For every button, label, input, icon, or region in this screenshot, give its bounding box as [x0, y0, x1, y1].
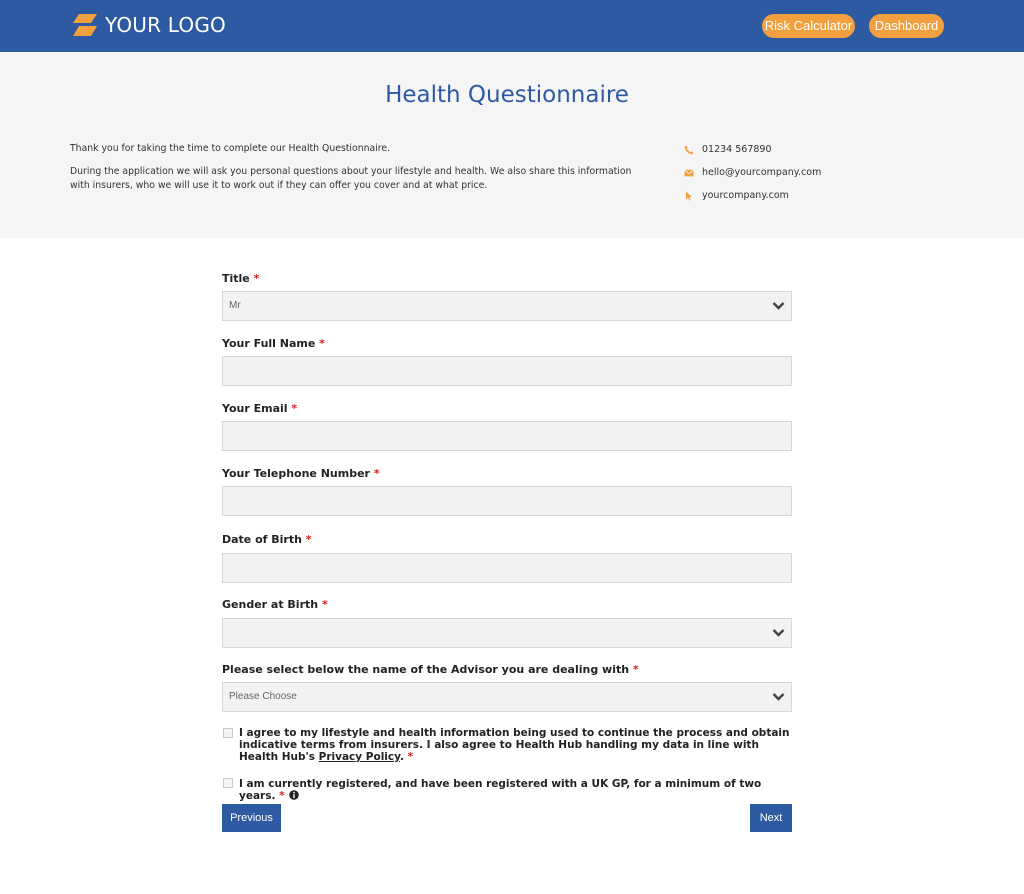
email-label: Your Email * — [222, 402, 298, 415]
full-name-label: Your Full Name * — [222, 337, 325, 350]
advisor-select[interactable] — [222, 682, 792, 712]
envelope-icon — [684, 168, 694, 178]
logo-mark-icon — [70, 12, 100, 38]
dob-label: Date of Birth * — [222, 533, 312, 546]
gender-select[interactable] — [222, 618, 792, 648]
dob-input[interactable] — [222, 553, 792, 583]
privacy-policy-link[interactable]: Privacy Policy — [318, 751, 400, 763]
chevron-down-icon — [772, 301, 785, 311]
contact-website — [684, 190, 789, 201]
logo[interactable] — [70, 12, 226, 38]
next-button[interactable]: Next — [750, 804, 792, 832]
contact-email — [684, 167, 821, 178]
intro-paragraph-1: Thank you for taking the time to complete our Health Questionnaire. — [70, 143, 391, 154]
gender-label: Gender at Birth * — [222, 598, 328, 611]
top-navbar — [0, 0, 1024, 52]
advisor-select-value: Please Choose — [229, 691, 297, 702]
website-link[interactable]: yourcompany.com — [702, 190, 789, 201]
gp-text: I am currently registered, and have been registered with a UK GP, for a minimum of two years. * — [239, 778, 762, 802]
page-title: Health Questionnaire — [385, 82, 629, 108]
intro-section — [0, 52, 1024, 238]
contact-phone — [684, 144, 772, 155]
gp-checkbox[interactable] — [223, 778, 233, 788]
dashboard-button[interactable]: Dashboard — [869, 14, 944, 38]
intro-paragraph-2: During the application we will ask you personal questions about your lifestyle and health. We also share this information with insurers, who we will use it to work out if they can offer you cover and at what price. — [70, 166, 632, 191]
email-link[interactable]: hello@yourcompany.com — [702, 167, 822, 178]
advisor-label: Please select below the name of the Advisor you are dealing with * — [222, 663, 639, 676]
title-select[interactable] — [222, 291, 792, 321]
info-icon[interactable] — [289, 790, 299, 800]
title-select-value: Mr — [229, 300, 241, 311]
consent-text: I agree to my lifestyle and health information being used to continue the process and obtain indicative terms from insurers. I also agree to Health Hub handling my data in line with Health Hub's Privacy Policy. * — [239, 727, 790, 763]
chevron-down-icon — [772, 628, 785, 638]
title-label: Title * — [222, 272, 260, 285]
telephone-label: Your Telephone Number * — [222, 467, 380, 480]
chevron-down-icon — [772, 692, 785, 702]
email-input[interactable] — [222, 421, 792, 451]
telephone-input[interactable] — [222, 486, 792, 516]
phone-number: 01234 567890 — [702, 144, 772, 155]
risk-calculator-button[interactable]: Risk Calculator — [762, 14, 855, 38]
full-name-input[interactable] — [222, 356, 792, 386]
phone-icon — [684, 145, 694, 155]
previous-button[interactable]: Previous — [222, 804, 281, 832]
consent-checkbox[interactable] — [223, 728, 233, 738]
cursor-icon — [684, 191, 694, 201]
logo-text: YOUR LOGO — [105, 13, 226, 37]
